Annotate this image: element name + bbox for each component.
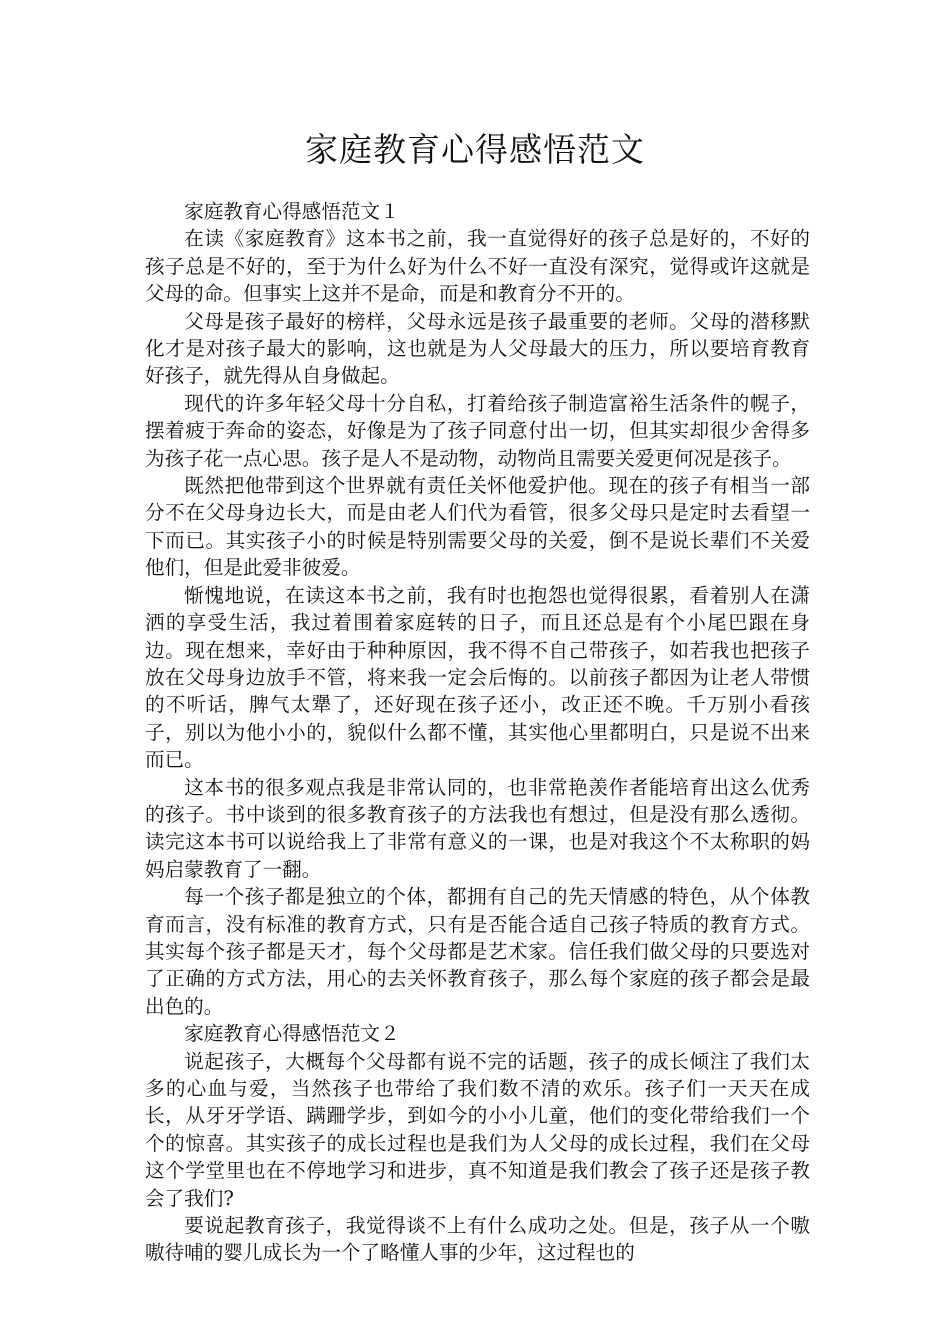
- paragraph: 父母是孩子最好的榜样，父母永远是孩子最重要的老师。父母的潜移默化才是对孩子最大的影响，这也就是为人父母最大的压力，所以要培育教育好孩子，就先得从自身做起。: [145, 309, 810, 388]
- paragraph: 在读《家庭教育》这本书之前，我一直觉得好的孩子总是好的，不好的孩子总是不好的，至于为什么好为什么不好一直没有深究，觉得或许这就是父母的命。但事实上这并不是命，而是和教育分不开的。: [145, 227, 810, 306]
- page-title: 家庭教育心得感悟范文: [305, 130, 645, 169]
- paragraph: 每一个孩子都是独立的个体，都拥有自己的先天情感的特色，从个体教育而言，没有标准的教育方式，只有是否能合适自己孩子特质的教育方式。其实每个孩子都是天才，每个父母都是艺术家。信任我们做父母的只要选对了正确的方式方法，用心的去关怀教育孩子，那么每个家庭的孩子都会是最出色的。: [145, 885, 810, 1018]
- paragraph: 现代的许多年轻父母十分自私，打着给孩子制造富裕生活条件的幌子，摆着疲于奔命的姿态，好像是为了孩子同意付出一切，但其实却很少舍得多为孩子花一点心思。孩子是人不是动物，动物尚且需要关爱更何况是孩子。: [145, 391, 810, 470]
- section-heading-1: 家庭教育心得感悟范文１: [184, 200, 400, 223]
- paragraph: 惭愧地说，在读这本书之前，我有时也抱怨也觉得很累，看着别人在潇洒的享受生活，我过着围着家庭转的日子，而且还总是有个小尾巴跟在身边。现在想来，幸好由于种种原因，我不得不自己带孩子，如若我也把孩子放在父母身边放手不管，将来我一定会后悔的。以前孩子都因为让老人带惯的不听话，脾气太犟了，还好现在孩子还小，改正还不晚。千万别小看孩子，别以为他小小的，貌似什么都不懂，其实他心里都明白，只是说不出来而已。: [145, 583, 810, 772]
- document-body: [145, 198, 810, 1267]
- paragraph: 既然把他带到这个世界就有责任关怀他爱护他。现在的孩子有相当一部分不在父母身边长大，而是由老人们代为看管，很多父母只是定时去看望一下而已。其实孩子小的时候是特别需要父母的关爱，倒不是说长辈们不关爱他们，但是此爱非彼爱。: [145, 474, 810, 580]
- section-heading-2: 家庭教育心得感悟范文２: [184, 1022, 400, 1046]
- paragraph: 说起孩子，大概每个父母都有说不完的话题，孩子的成长倾注了我们太多的心血与爱，当然孩子也带给了我们数不清的欢乐。孩子们一天天在成长，从牙牙学语、蹒跚学步，到如今的小小儿童，他们的变化带给我们一个个的惊喜。其实孩子的成长过程也是我们为人父母的成长过程，我们在父母这个学堂里也在不停地学习和进步，真不知道是我们教会了孩子还是孩子教会了我们?: [145, 1049, 810, 1210]
- paragraph: 这本书的很多观点我是非常认同的，也非常艳羡作者能培育出这么优秀的孩子。书中谈到的很多教育孩子的方法我也有想过，但是没有那么透彻。读完这本书可以说给我上了非常有意义的一课，也是对我这个不太称职的妈妈启蒙教育了一翻。: [145, 775, 810, 881]
- paragraph: 要说起教育孩子，我觉得谈不上有什么成功之处。但是，孩子从一个嗷嗷待哺的婴儿成长为一个了略懂人事的少年，这过程也的: [145, 1214, 810, 1265]
